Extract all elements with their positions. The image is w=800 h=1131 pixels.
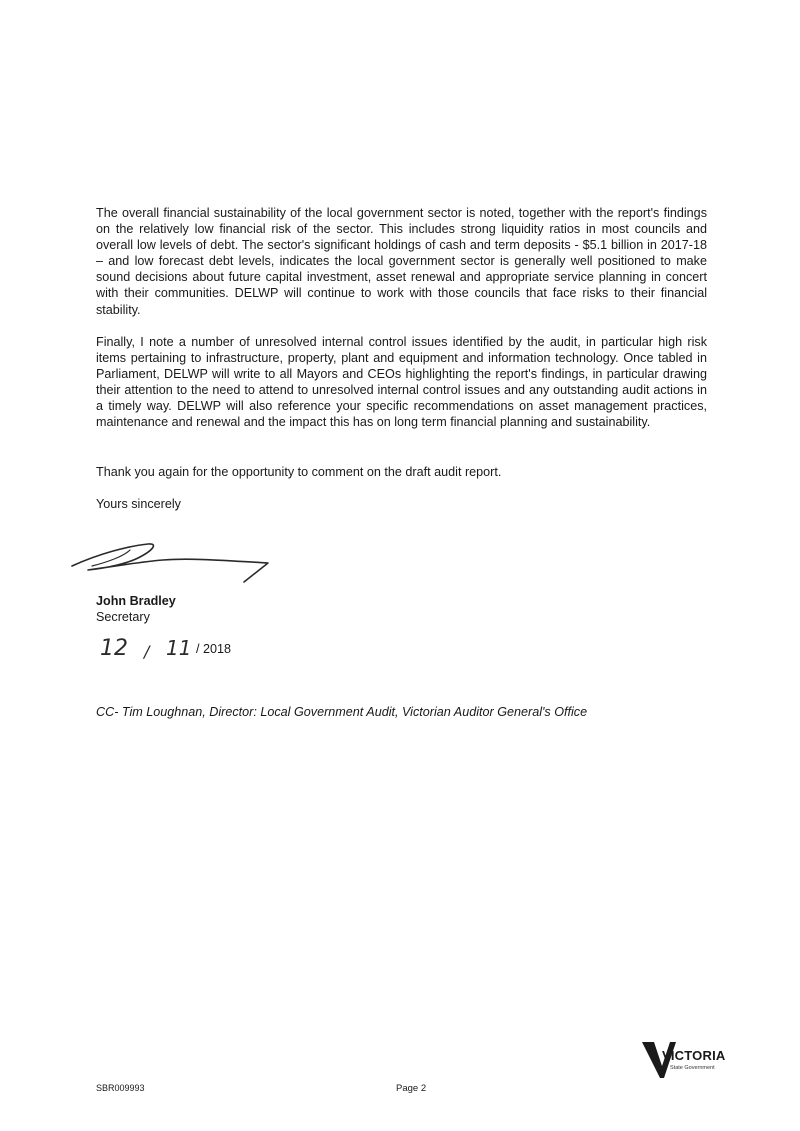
paragraph-internal-controls: Finally, I note a number of unresolved internal control issues identified by the audit, in particular high risk items pertaining to infrastructure, property, plant and equipment and information technology. Once tabled in Parliament, DELWP will write to all Mayors and CEOs highlighting the report's findings, in particular drawing their attention to the need to attend to unresolved internal control issues and any outstanding audit actions in a timely way. DELWP will also reference your specific recommendations on asset management practices, maintenance and renewal and the impact this has on long term financial planning and sustainability. (96, 335, 707, 430)
logo-subtitle: State Government (670, 1065, 715, 1071)
date-month: 11 (166, 636, 192, 660)
cc-line: CC- Tim Loughnan, Director: Local Government Audit, Victorian Auditor General's Office (96, 705, 588, 719)
page-number: Page 2 (396, 1083, 427, 1094)
signatory-name: John Bradley (96, 594, 176, 608)
paragraph-sustainability: The overall financial sustainability of the local government sector is noted, together with the report's findings on the relatively low financial risk of the sector. This includes strong liquidity ratios in most councils and overall low levels of debt. The sector's significant holdings of cash and term deposits - $5.1 billion in 2017-18 – and low forecast debt levels, indicates the local government sector is generally well positioned to make sound decisions about future capital investment, asset renewal and appropriate service planning in concert with their communities. DELWP will continue to work with those councils that face risks to their financial stability. (96, 206, 707, 317)
date-separator: / (144, 642, 150, 661)
date-year: / 2018 (196, 642, 232, 656)
paragraph-thanks: Thank you again for the opportunity to comment on the draft audit report. (96, 465, 502, 479)
logo-wordmark: VICTORIA (662, 1048, 726, 1063)
signature-date (96, 636, 296, 664)
signatory-title: Secretary (96, 610, 150, 624)
closing-salutation: Yours sincerely (96, 497, 181, 511)
signature-image (68, 536, 278, 586)
document-reference: SBR009993 (96, 1083, 145, 1093)
date-day: 12 (100, 636, 128, 661)
